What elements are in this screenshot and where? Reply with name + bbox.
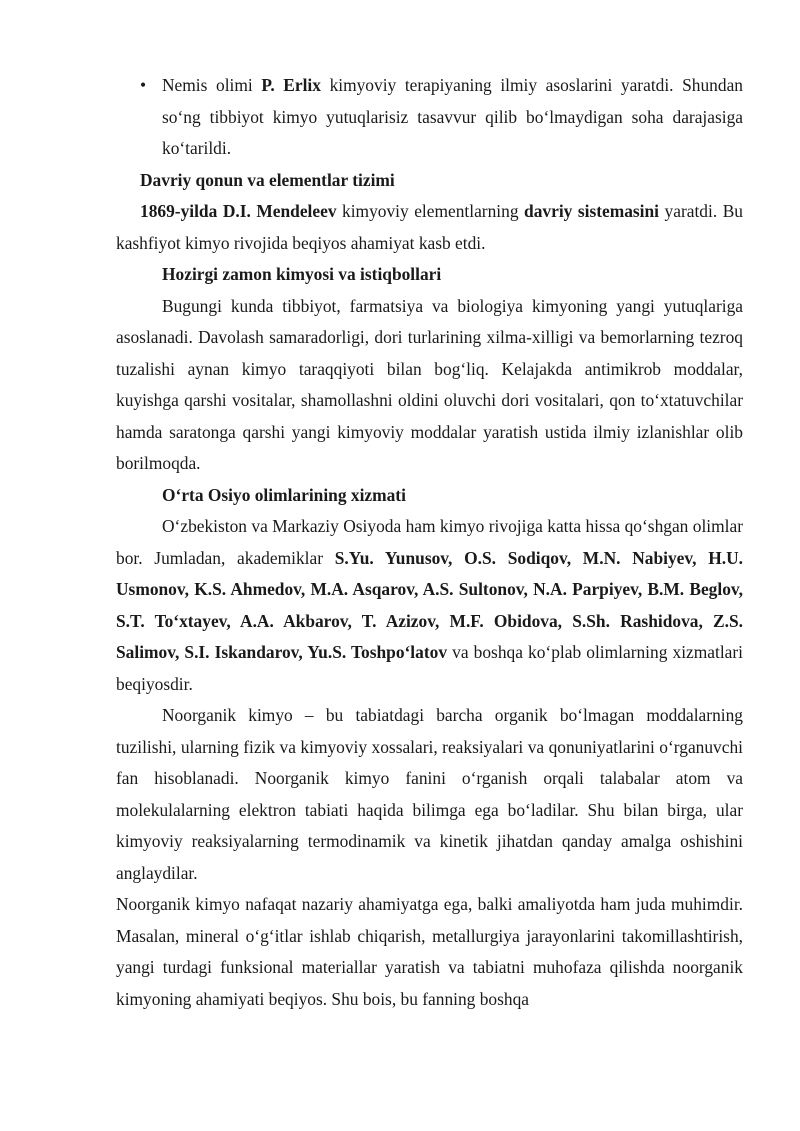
paragraph-modern-chemistry: Bugungi kunda tibbiyot, farmatsiya va biologiya kimyoning yangi yutuqlariga asoslanadi. Davolash samaradorligi, dori turlarining xilma-xilligi va bemorlarning tezroq tuzalishi aynan kimyo taraqqiyoti bilan bog‘liq. Kelajakda antimikrob moddalar, kuyishga qarshi vositalar, shamollashni oldini oluvchi dori vositalari, qon to‘xtatuvchilar hamda saratonga qarshi yangi kimyoviy moddalar yaratish ustida ilmiy izlanishlar olib borilmoqda. [116,295,743,473]
mendeleev-bold-lead: 1869-yilda D.I. Mendeleev [140,201,337,221]
scientists-text-pre: O‘zbekiston va Markaziy Osiyoda ham kimyo rivojiga katta hissa qo‘shgan olimlar bor. Jumladan, akademiklar [116,516,743,568]
paragraph-inorganic-definition: Noorganik kimyo – bu tabiatdagi barcha organik bo‘lmagan moddalarning tuzilishi, ularning fizik va kimyoviy xossalari, reaksiyalari va qonuniyatlarini o‘rganuvchi fan hisoblanadi. Noorganik kimyo fanini o‘rganish orqali talabalar atom va molekulalarning elektron tabiati haqida bilimga ega bo‘ladilar. Shu bilan birga, ular kimyoviy reaksiyalarning termodinamik va kinetik jihatdan qanday amalga oshishini anglaydilar. [116,705,743,883]
bullet-icon: • [140,75,147,95]
scientists-text-post: va boshqa ko‘plab olimlarning xizmatlari beqiyosdir. [116,642,744,694]
paragraph-inorganic-practice: Noorganik kimyo nafaqat nazariy ahamiyatga ega, balki amaliyotda ham juda muhimdir. Masalan, mineral o‘g‘itlar ishlab chiqarish, metallurgiya jarayonlarini takomillashtirish, yangi turdagi funksional materiallar yaratish va tabiatni muhofaza qilishda noorganik kimyoning ahamiyati beqiyos. Shu bois, bu fanning boshqa [116,894,743,1009]
paragraph-central-asia-scientists [116,511,743,700]
bullet-text-post: kimyoviy terapiyaning ilmiy asoslarini yaratdi. Shundan so‘ng tibbiyot kimyo yutuqlarisiz tasavvur qilib bo‘lmaydigan soha darajasiga ko‘tarildi. [162,75,743,158]
bullet-text-pre: Nemis olimi [162,75,262,95]
paragraph-mendeleev [116,196,743,259]
mendeleev-text-mid: kimyoviy elementlarning [336,201,525,221]
bullet-text-bold: P. Erlix [261,75,321,95]
mendeleev-text-post: yaratdi. Bu kashfiyot kimyo rivojida beqiyos ahamiyat kasb etdi. [116,201,743,253]
mendeleev-bold-system: davriy sistemasini [524,201,660,221]
scientists-names: S.Yu. Yunusov, O.S. Sodiqov, M.N. Nabiyev, H.U. Usmonov, K.S. Ahmedov, M.A. Asqarov, A.S. Sultonov, N.A. Parpiyev, B.M. Beglov, S.T. To‘xtayev, A.A. Akbarov, T. Azizov, M.F. Obidova, S.Sh. Rashidova, Z.S. Salimov, S.I. Iskandarov, Yu.S. Toshpo‘latov [116,547,743,662]
document-page [116,70,743,1015]
heading-central-asia-scientists: O‘rta Osiyo olimlarining xizmati [162,484,406,505]
bullet-item-erlix [140,70,743,165]
heading-periodic-law: Davriy qonun va elementlar tizimi [140,169,395,190]
heading-modern-chemistry: Hozirgi zamon kimyosi va istiqbollari [162,264,442,284]
